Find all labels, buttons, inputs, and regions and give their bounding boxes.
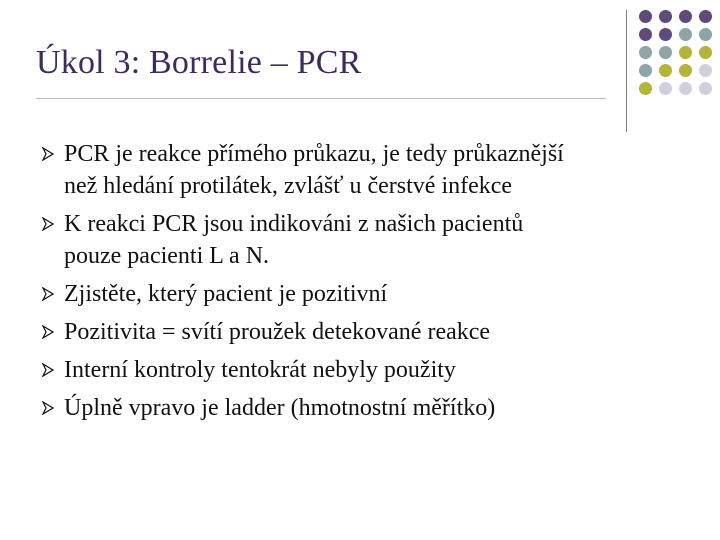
- bullet-item: [36, 354, 696, 386]
- arrow-bullet-icon: [42, 401, 54, 415]
- bullet-text-line: Úplně vpravo je ladder (hmotnostní měřítko): [64, 395, 496, 421]
- decor-dot-olive: [659, 64, 672, 77]
- decor-dot-purple: [639, 10, 652, 23]
- decor-dot-olive: [639, 82, 652, 95]
- decor-dot-olive: [679, 64, 692, 77]
- slide-title: Úkol 3: Borrelie – PCR: [36, 44, 362, 81]
- decorative-vertical-line: [626, 10, 627, 132]
- decor-dot-purple: [639, 28, 652, 41]
- title-divider: [36, 98, 606, 99]
- bullet-item: [36, 392, 696, 424]
- decor-dot-purple: [659, 10, 672, 23]
- decor-dot-olive: [699, 46, 712, 59]
- arrow-bullet-icon: [42, 217, 54, 231]
- arrow-bullet-icon: [42, 287, 54, 301]
- decor-dot-teal: [639, 64, 652, 77]
- decor-dot-grey: [699, 64, 712, 77]
- bullet-text-line: než hledání protilátek, zvlášť u čerstvé infekce: [64, 173, 513, 199]
- bullet-text-line: pouze pacienti L a N.: [64, 243, 270, 269]
- decor-dot-grey: [699, 82, 712, 95]
- decor-dot-grey: [659, 82, 672, 95]
- arrow-bullet-icon: [42, 147, 54, 161]
- bullet-list: [36, 138, 696, 430]
- decor-dot-teal: [659, 46, 672, 59]
- bullet-item: [36, 208, 696, 272]
- decor-dot-purple: [679, 10, 692, 23]
- decor-dot-purple: [659, 28, 672, 41]
- bullet-item: [36, 138, 696, 202]
- decor-dot-teal: [699, 28, 712, 41]
- bullet-text-line: Interní kontroly tentokrát nebyly použity: [64, 357, 456, 383]
- arrow-bullet-icon: [42, 363, 54, 377]
- bullet-text-line: K reakci PCR jsou indikováni z našich pacientů: [64, 211, 524, 237]
- arrow-bullet-icon: [42, 325, 54, 339]
- bullet-item: [36, 316, 696, 348]
- bullet-text-line: Pozitivita = svítí proužek detekované reakce: [64, 319, 491, 345]
- decor-dot-grey: [679, 82, 692, 95]
- bullet-text-line: PCR je reakce přímého průkazu, je tedy průkaznější: [64, 141, 564, 167]
- decor-dot-teal: [639, 46, 652, 59]
- decorative-dot-grid: [639, 10, 719, 105]
- decor-dot-teal: [679, 28, 692, 41]
- decor-dot-purple: [699, 10, 712, 23]
- bullet-item: [36, 278, 696, 310]
- bullet-text-line: Zjistěte, který pacient je pozitivní: [64, 281, 388, 307]
- decor-dot-olive: [679, 46, 692, 59]
